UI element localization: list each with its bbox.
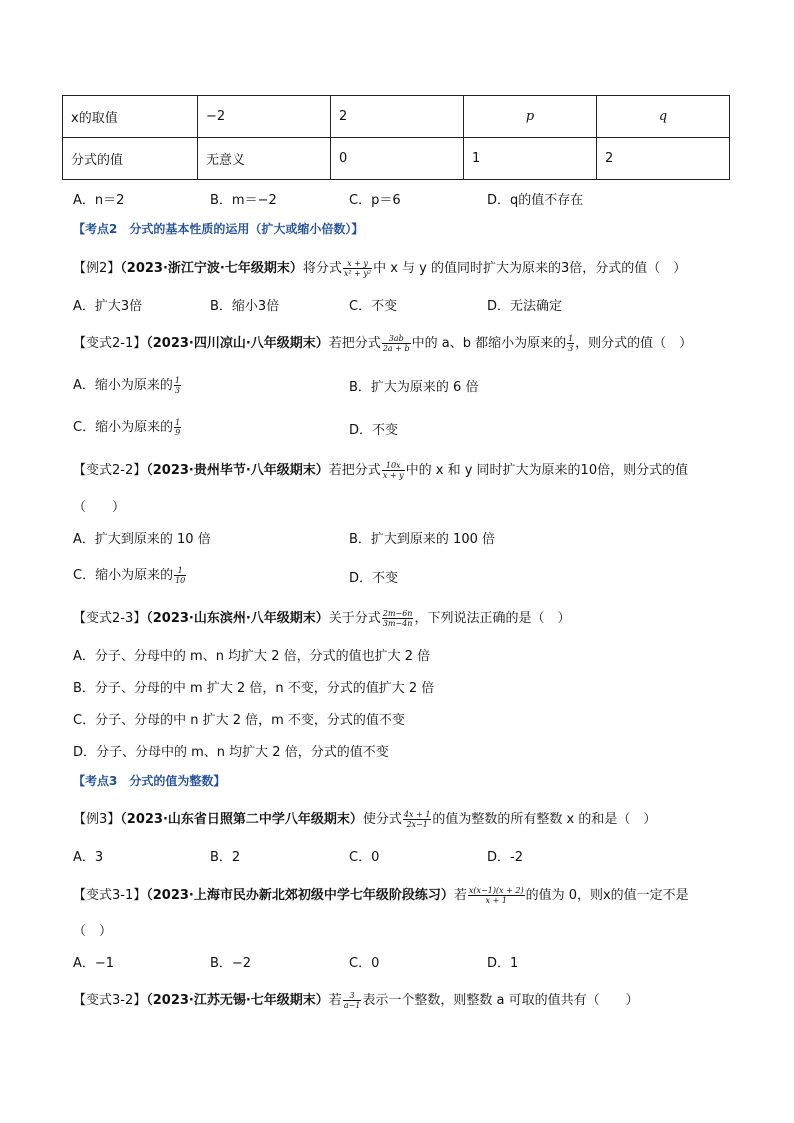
- stem-text: 的值为 0，则x的值一定不是: [525, 888, 689, 903]
- fraction: [567, 334, 574, 353]
- answer-blank: （ ）: [73, 924, 113, 939]
- section-heading-kaodian-2: 【考点2 分式的基本性质的运用（扩大或缩小倍数）】: [73, 222, 364, 236]
- option-text: A．缩小为原来的: [73, 378, 173, 393]
- question-tag: 【变式3-2】: [73, 993, 147, 1008]
- question-source: （2023·四川凉山·八年级期末）: [146, 336, 329, 351]
- fraction: [403, 810, 431, 829]
- question-source: （2023·浙江宁波·七年级期末）: [120, 261, 303, 276]
- fraction-denominator: 9: [175, 428, 181, 437]
- stem-text: ，则分式的值（ ）: [575, 336, 693, 351]
- variant-3-2-stem: [73, 989, 639, 1010]
- option-a: A．扩大3倍: [73, 299, 143, 314]
- fraction-denominator: x + 1: [485, 896, 507, 905]
- question-source: （2023·贵州毕节·八年级期末）: [146, 463, 329, 478]
- option-d: D．无法确定: [487, 299, 563, 314]
- fraction-denominator: 3: [174, 386, 180, 395]
- fraction: [174, 566, 186, 585]
- option-b: B．2: [210, 850, 241, 865]
- option-c: C．0: [349, 956, 380, 971]
- table-cell: q: [597, 96, 730, 138]
- fraction: [174, 376, 181, 395]
- fraction-numerator: 1: [174, 566, 186, 576]
- table-cell: 2: [331, 96, 464, 138]
- fraction: [468, 886, 525, 905]
- variant-3-1-stem: [73, 884, 689, 905]
- table-row: [63, 138, 730, 180]
- fraction-numerator: 1: [175, 418, 181, 427]
- fraction-denominator: x + y: [382, 471, 404, 480]
- fraction-numerator: 4x + 1: [403, 810, 431, 819]
- option-a: A．n＝2: [73, 193, 125, 208]
- stem-text: 若把分式: [328, 463, 381, 478]
- answer-blank: （ ）: [73, 500, 126, 515]
- fraction-denominator: x² + y²: [343, 269, 372, 278]
- table-cell: x的取值: [63, 96, 198, 138]
- fraction-numerator: 1: [174, 376, 180, 385]
- table-cell: 0: [331, 138, 464, 180]
- example-3-stem: [73, 808, 656, 829]
- option-b: B．分子、分母的中 m 扩大 2 倍，n 不变，分式的值扩大 2 倍: [73, 681, 435, 696]
- fraction: [382, 461, 405, 480]
- option-b: B．−2: [210, 956, 252, 971]
- stem-text: 将分式: [302, 261, 342, 276]
- fraction-numerator: 2m−6n: [382, 609, 413, 618]
- option-a: A．3: [73, 850, 104, 865]
- fraction: [174, 418, 181, 437]
- question-tag: 【变式2-1】: [73, 336, 147, 351]
- table-cell: 分式的值: [63, 138, 198, 180]
- question-source: （2023·山东滨州·八年级期末）: [146, 611, 329, 626]
- fraction: [382, 334, 411, 353]
- fraction: [343, 991, 362, 1010]
- table-cell: p: [464, 96, 597, 138]
- stem-text: 中的 a、b 都缩小为原来的: [411, 336, 567, 351]
- question-source: （2023·山东省日照第二中学八年级期末）: [120, 812, 363, 827]
- fraction-numerator: x + y: [343, 259, 372, 269]
- variant-2-1-stem: [73, 332, 692, 353]
- fraction-denominator: 10: [175, 576, 186, 585]
- fraction-denominator: 3: [568, 344, 574, 353]
- option-d: D．不变: [349, 571, 399, 586]
- option-b: B．缩小3倍: [210, 299, 280, 314]
- option-d: D．分子、分母中的 m、n 均扩大 2 倍，分式的值不变: [73, 745, 389, 760]
- fraction-numerator: 3: [343, 991, 362, 1001]
- question-tag: 【变式2-3】: [73, 611, 147, 626]
- fraction-numerator: x(x−1)(x + 2): [468, 886, 524, 895]
- stem-text: ，下列说法正确的是（ ）: [414, 611, 571, 626]
- option-c: [73, 564, 187, 585]
- option-c: C．0: [349, 850, 380, 865]
- value-table: [62, 95, 730, 180]
- fraction-denominator: 2x−1: [406, 820, 428, 829]
- variant-2-3-stem: [73, 607, 570, 628]
- fraction: [343, 259, 372, 278]
- question-tag: 【例2】: [73, 261, 121, 276]
- example-2-stem: [73, 257, 686, 278]
- table-cell: 1: [464, 138, 597, 180]
- question-tag: 【变式3-1】: [73, 888, 147, 903]
- question-tag: 【变式2-2】: [73, 463, 147, 478]
- option-d: D．-2: [487, 850, 523, 865]
- option-a: A．分子、分母中的 m、n 均扩大 2 倍，分式的值也扩大 2 倍: [73, 649, 431, 664]
- option-d: D．1: [487, 956, 519, 971]
- option-c: [73, 416, 182, 437]
- fraction: [382, 609, 414, 628]
- stem-text: 的值为整数的所有整数 x 的和是（ ）: [432, 812, 657, 827]
- option-c: C．不变: [349, 299, 398, 314]
- stem-text: 中的 x 和 y 同时扩大为原来的10倍，则分式的值: [405, 463, 689, 478]
- option-c: C．p＝6: [349, 193, 401, 208]
- variant-2-2-stem: [73, 459, 688, 480]
- fraction-denominator: a−1: [343, 1001, 361, 1010]
- stem-text: 若: [328, 993, 342, 1008]
- table-cell: −2: [198, 96, 331, 138]
- stem-text: 中 x 与 y 的值同时扩大为原来的3倍，分式的值（ ）: [373, 261, 687, 276]
- option-b: B．扩大到原来的 100 倍: [349, 532, 495, 547]
- option-text: C．缩小为原来的: [73, 568, 174, 583]
- option-a: [73, 374, 182, 395]
- section-heading-kaodian-3: 【考点3 分式的值为整数】: [73, 774, 226, 788]
- stem-text: 使分式: [362, 812, 402, 827]
- stem-text: 若把分式: [328, 336, 381, 351]
- table-row: [63, 96, 730, 138]
- stem-text: 若: [453, 888, 467, 903]
- question-tag: 【例3】: [73, 812, 121, 827]
- fraction-numerator: 10x: [382, 461, 405, 471]
- fraction-numerator: 1: [568, 334, 574, 343]
- option-text: C．缩小为原来的: [73, 420, 174, 435]
- fraction-numerator: 3ab: [382, 334, 411, 344]
- fraction-denominator: 2a + b: [382, 344, 410, 353]
- option-b: B．扩大为原来的 6 倍: [349, 380, 479, 395]
- question-source: （2023·上海市民办新北郊初级中学七年级阶段练习）: [146, 888, 454, 903]
- option-b: B．m＝−2: [210, 193, 277, 208]
- question-source: （2023·江苏无锡·七年级期末）: [146, 993, 329, 1008]
- option-c: C．分子、分母的中 n 扩大 2 倍，m 不变，分式的值不变: [73, 713, 405, 728]
- fraction-denominator: 3m−4n: [382, 619, 413, 628]
- option-a: A．扩大到原来的 10 倍: [73, 532, 211, 547]
- stem-text: 表示一个整数，则整数 a 可取的值共有（ ）: [362, 993, 639, 1008]
- option-d: D．不变: [349, 423, 399, 438]
- table-cell: 无意义: [198, 138, 331, 180]
- option-a: A．−1: [73, 956, 115, 971]
- table-cell: 2: [597, 138, 730, 180]
- option-d: D．q的值不存在: [487, 193, 584, 208]
- stem-text: 关于分式: [328, 611, 381, 626]
